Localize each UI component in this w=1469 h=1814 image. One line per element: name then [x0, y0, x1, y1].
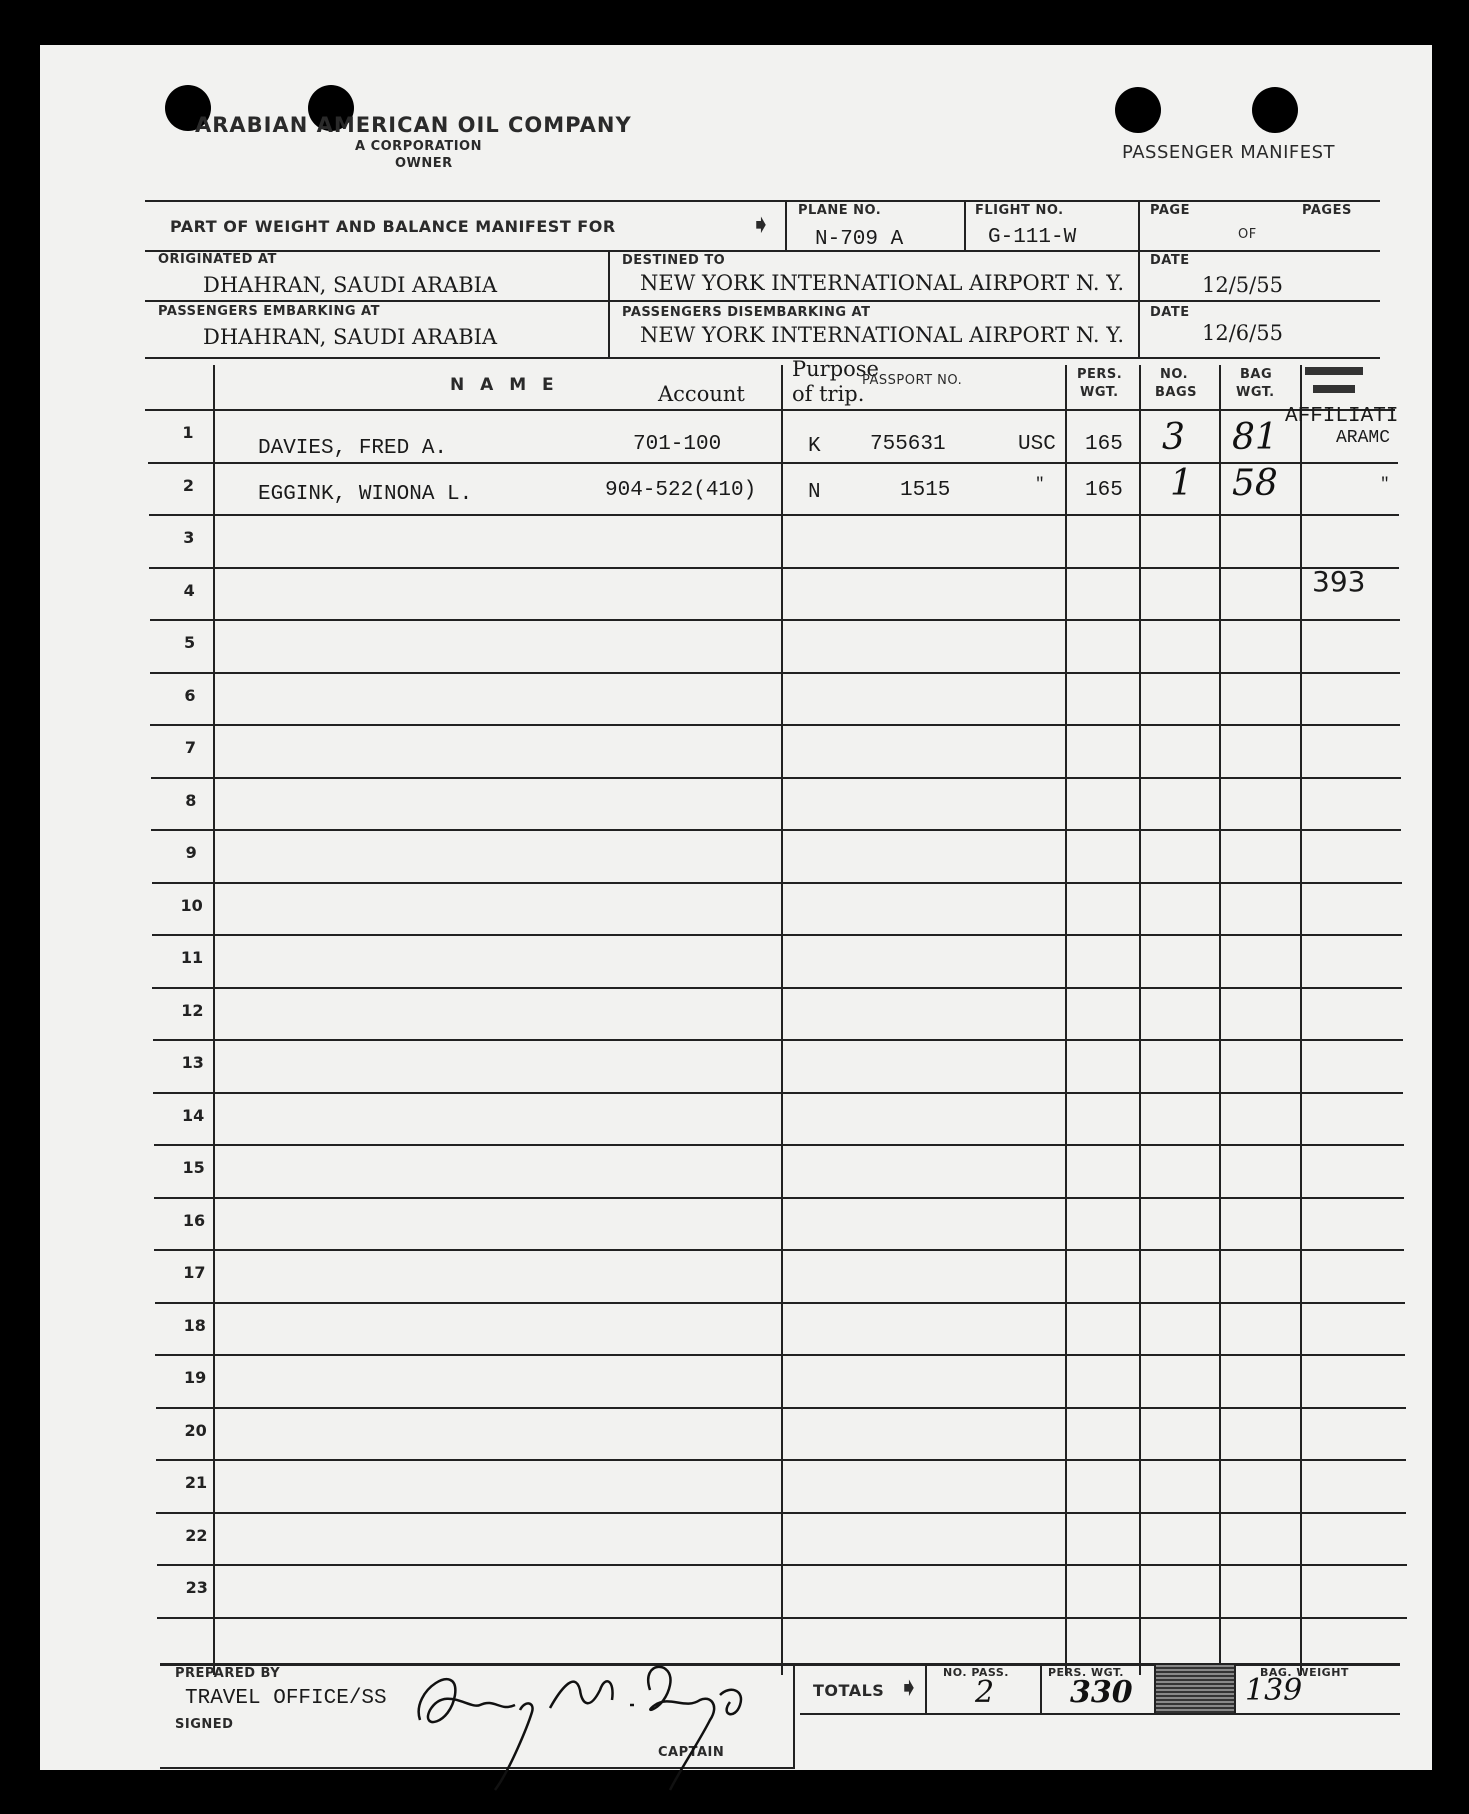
row-line [152, 934, 1402, 936]
row-line [153, 1092, 1403, 1094]
pers-wgt-total-label: PERS. WGT. [1048, 1666, 1124, 1679]
disembarking-label: PASSENGERS DISEMBARKING AT [622, 305, 871, 320]
row-number: 12 [181, 1001, 204, 1020]
row-number: 4 [183, 581, 195, 600]
row-number: 8 [185, 791, 197, 810]
flight-no-label: FLIGHT NO. [975, 203, 1064, 218]
signed-label: SIGNED [175, 1717, 234, 1732]
row-line [150, 672, 1400, 674]
row-line [149, 567, 1399, 569]
column-divider [1219, 365, 1221, 1675]
destined-value: NEW YORK INTERNATIONAL AIRPORT N. Y. [640, 271, 1125, 295]
row-line [148, 462, 1398, 464]
column-divider [781, 365, 783, 1675]
purpose-header-2: of trip. [792, 382, 865, 406]
divider [1138, 200, 1140, 357]
corporation-label: A CORPORATION [355, 139, 482, 154]
name-header: N A M E [450, 375, 559, 395]
row-line [145, 409, 1395, 411]
bag-wgt-header-1: BAG [1240, 367, 1273, 382]
row-number: 7 [184, 738, 196, 757]
side-note-number: 393 [1312, 565, 1366, 598]
date-2-value: 12/6/55 [1202, 321, 1283, 345]
bag-weight-label: BAG. WEIGHT [1260, 1666, 1349, 1679]
row-number: 1 [182, 423, 194, 442]
of-label: OF [1238, 227, 1257, 242]
totals-arrow-icon: ➧ [898, 1673, 921, 1703]
row-number: 18 [183, 1316, 206, 1335]
prepared-by-value: TRAVEL OFFICE/SS [185, 1687, 387, 1710]
disembarking-value: NEW YORK INTERNATIONAL AIRPORT N. Y. [640, 323, 1125, 347]
no-bags-header-1: NO. [1160, 367, 1189, 382]
row-number: 5 [184, 633, 196, 652]
row2-pers-wgt: 165 [1085, 479, 1123, 502]
row-number: 17 [183, 1263, 206, 1282]
row-number: 21 [184, 1473, 208, 1492]
pers-wgt-total-value: 330 [1070, 1675, 1133, 1710]
plane-no-label: PLANE NO. [798, 203, 882, 218]
row1-nationality: USC [1018, 433, 1056, 456]
embarking-label: PASSENGERS EMBARKING AT [158, 304, 380, 319]
row1-name: DAVIES, FRED A. [258, 437, 448, 460]
struck-out-header [1313, 385, 1355, 393]
pers-wgt-header-1: PERS. [1077, 367, 1123, 382]
punch-hole [1252, 87, 1298, 133]
affiliation-header: AFFILIATI [1285, 405, 1399, 428]
row1-bag-wgt: 81 [1232, 417, 1278, 458]
no-pass-value: 2 [975, 1675, 995, 1710]
column-divider [1065, 365, 1067, 1675]
row1-account: 701-100 [633, 433, 722, 456]
row1-affiliation: ARAMC [1336, 428, 1391, 448]
column-divider [1139, 365, 1141, 1675]
divider [1040, 1663, 1042, 1713]
date-label-1: DATE [1150, 253, 1190, 268]
prepared-label: PREPARED BY [175, 1666, 281, 1681]
row1-pers-wgt: 165 [1085, 433, 1123, 456]
arrow-icon: ➧ [750, 210, 773, 240]
originated-label: ORIGINATED AT [158, 252, 277, 267]
row2-affiliation: " [1380, 475, 1390, 493]
row-number: 16 [182, 1211, 206, 1230]
row-line [151, 829, 1401, 831]
row-number: 10 [180, 896, 203, 915]
row-number: 23 [185, 1578, 208, 1597]
divider [145, 250, 1380, 252]
row-number: 22 [185, 1526, 208, 1545]
row-line [152, 882, 1402, 884]
part-of-label: PART OF WEIGHT AND BALANCE MANIFEST FOR [170, 217, 616, 236]
row-number: 6 [184, 686, 196, 705]
row-line [150, 724, 1400, 726]
column-divider [213, 365, 215, 1675]
row-number: 20 [184, 1421, 207, 1440]
bag-weight-value: 139 [1245, 1673, 1303, 1708]
row2-bags: 1 [1170, 463, 1193, 504]
date-1-value: 12/5/55 [1202, 273, 1283, 297]
row2-account: 904-522(410) [605, 479, 757, 502]
plane-no-value: N-709 A [815, 228, 904, 251]
row-line [150, 619, 1400, 621]
bag-wgt-header-2: WGT. [1236, 385, 1275, 400]
passport-header: PASSPORT NO. [862, 373, 963, 388]
divider [145, 300, 1380, 302]
row-number: 19 [184, 1368, 207, 1387]
purpose-header-1: Purpose [792, 357, 879, 381]
totals-label: TOTALS [813, 1681, 885, 1700]
row-number: 15 [182, 1158, 205, 1177]
pers-wgt-header-2: WGT. [1080, 385, 1119, 400]
row-number: 13 [181, 1053, 204, 1072]
destined-label: DESTINED TO [622, 253, 726, 268]
date-label-2: DATE [1150, 305, 1190, 320]
page-label: PAGE [1150, 203, 1190, 218]
divider [925, 1663, 927, 1713]
no-pass-label: NO. PASS. [943, 1666, 1009, 1679]
row-line [149, 514, 1399, 516]
divider [785, 200, 787, 250]
row-number: 9 [185, 843, 197, 862]
row-line [151, 777, 1401, 779]
row-number: 3 [183, 528, 195, 547]
punch-hole [1115, 87, 1161, 133]
account-header: Account [658, 382, 745, 406]
divider [964, 200, 966, 250]
shaded-box [1156, 1665, 1234, 1713]
originated-value: DHAHRAN, SAUDI ARABIA [203, 273, 498, 297]
row-line [154, 1249, 1404, 1251]
row2-passport: 1515 [900, 479, 951, 502]
row2-bag-wgt: 58 [1232, 463, 1278, 504]
form-title: PASSENGER MANIFEST [1122, 142, 1336, 163]
flight-no-value: G-111-W [988, 226, 1077, 249]
divider [1234, 1663, 1236, 1713]
row1-passport: 755631 [870, 433, 946, 456]
captain-label: CAPTAIN [658, 1745, 725, 1760]
row-line [154, 1197, 1404, 1199]
row2-name: EGGINK, WINONA L. [258, 483, 473, 506]
row1-bags: 3 [1162, 417, 1185, 458]
no-bags-header-2: BAGS [1155, 385, 1198, 400]
row1-purpose: K [808, 435, 821, 458]
row-line [155, 1302, 1405, 1304]
divider [608, 250, 610, 357]
embarking-value: DHAHRAN, SAUDI ARABIA [203, 325, 498, 349]
divider [145, 200, 1380, 202]
row-line [153, 1039, 1403, 1041]
row-number: 2 [182, 476, 194, 495]
captain-signature [400, 1650, 780, 1800]
company-name: ARABIAN AMERICAN OIL COMPANY [195, 113, 632, 137]
row-number: 14 [182, 1106, 205, 1125]
owner-label: OWNER [395, 156, 453, 171]
column-divider [1300, 365, 1302, 1675]
row-line [152, 987, 1402, 989]
manifest-page [40, 45, 1432, 1770]
row2-purpose: N [808, 481, 821, 504]
row-line [154, 1144, 1404, 1146]
struck-out-header [1305, 367, 1363, 375]
divider [800, 1713, 1400, 1715]
divider [145, 357, 1380, 359]
row-number: 11 [180, 948, 204, 967]
pages-label: PAGES [1302, 203, 1352, 218]
row2-nationality: " [1035, 475, 1045, 493]
divider [793, 1663, 795, 1769]
